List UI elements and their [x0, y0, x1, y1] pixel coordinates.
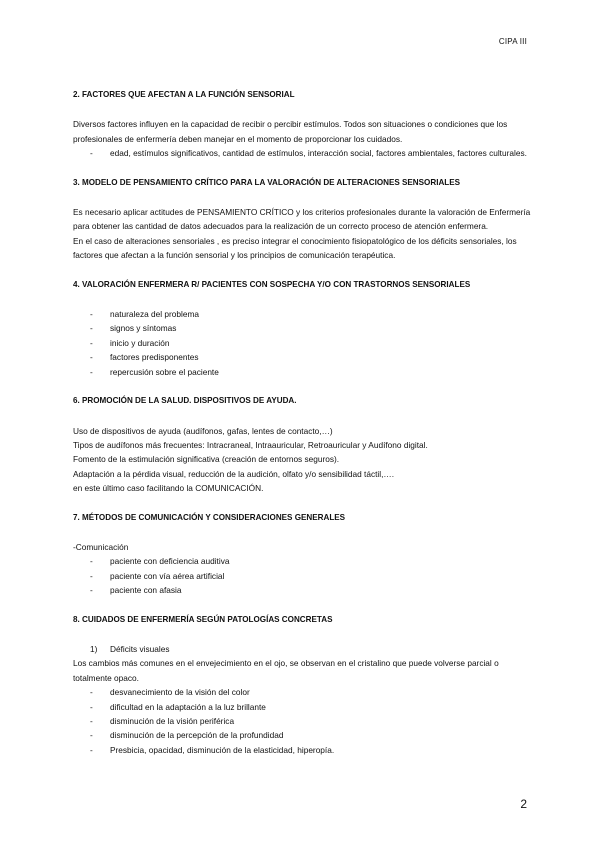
list-item: - repercusión sobre el paciente [73, 365, 533, 379]
section-7-title: 7. MÉTODOS DE COMUNICACIÓN Y CONSIDERACIONES GENERALES [73, 512, 346, 522]
section-3-paragraph-2: En el caso de alteraciones sensoriales , es preciso integrar el conocimiento fisiopatológico de los déficits sensoriales, los factores que afectan a la función sensorial y los principios de comunicación terapéutica. [73, 235, 517, 261]
list-item: - paciente con afasia [73, 583, 533, 597]
list-item: - naturaleza del problema [73, 307, 533, 321]
section-7-label: -Comunicación [73, 541, 129, 552]
section-8-title: 8. CUIDADOS DE ENFERMERÍA SEGÚN PATOLOGÍAS CONCRETAS [73, 614, 333, 624]
section-2-title: 2. FACTORES QUE AFECTAN A LA FUNCIÓN SENSORIAL [73, 90, 295, 99]
list-item: - inicio y duración [73, 336, 533, 350]
section-6-line: Uso de dispositivos de ayuda (audífonos, gafas, lentes de contacto,…) [73, 425, 333, 436]
subsection-heading [73, 642, 533, 656]
section-4-title: 4. VALORACIÓN ENFERMERA R/ PACIENTES CON SOSPECHA Y/O CON TRASTORNOS SENSORIALES [73, 279, 471, 289]
section-6-line: Tipos de audífonos más frecuentes: Intracraneal, Intraauricular, Retroauricular y Audífono digital. [73, 439, 428, 450]
page-number: 2 [520, 797, 527, 811]
list-item: - factores predisponentes [73, 350, 533, 364]
list-item: - disminución de la percepción de la profundidad [73, 728, 533, 742]
list-item: - signos y síntomas [73, 321, 533, 335]
list-item: - dificultad en la adaptación a la luz brillante [73, 700, 533, 714]
section-6-line: Adaptación a la pérdida visual, reducción de la audición, olfato y/o sensibilidad táctil,…. [73, 468, 395, 479]
list-item: - paciente con deficiencia auditiva [73, 554, 533, 568]
course-code: CIPA III [498, 37, 527, 46]
subsection-number: 1) [90, 643, 98, 654]
list-item: - paciente con vía aérea artificial [73, 569, 533, 583]
section-4-list [73, 307, 533, 379]
section-7-list [73, 554, 533, 597]
section-3-paragraph-1: Es necesario aplicar actitudes de PENSAMIENTO CRÍTICO y los criterios profesionales durante la valoración de Enfermería para obtener las cantidad de datos adecuados para la realización de un correcto proceso de atención enfermera. [73, 207, 531, 232]
list-item: - Presbicia, opacidad, disminución de la elasticidad, hiperopía. [73, 743, 533, 757]
subsection-title: Déficits visuales [110, 643, 170, 654]
page-content [73, 88, 533, 757]
section-8-list [73, 685, 533, 757]
section-6-line: Fomento de la estimulación significativa (creación de entornos seguros). [73, 454, 340, 465]
list-item: - desvanecimiento de la visión del color [73, 685, 533, 699]
section-6-line: en este último caso facilitando la COMUNICACIÓN. [73, 483, 264, 494]
list-item: - disminución de la visión periférica [73, 714, 533, 728]
section-3-title: 3. MODELO DE PENSAMIENTO CRÍTICO PARA LA VALORACIÓN DE ALTERACIONES SENSORIALES [73, 177, 461, 187]
section-2-list [73, 146, 533, 160]
section-2-paragraph: Diversos factores influyen en la capacidad de recibir o percibir estímulos. Todos son situaciones o condiciones que los profesionales de enfermería deben manejar en el momento de proporcionar los cuidados. [73, 119, 508, 144]
list-item: - edad, estímulos significativos, cantidad de estímulos, interacción social, factores ambientales, factores culturales. [73, 146, 533, 160]
section-6-title: 6. PROMOCIÓN DE LA SALUD. DISPOSITIVOS DE AYUDA. [73, 396, 297, 406]
section-8-paragraph: Los cambios más comunes en el envejecimiento en el ojo, se observan en el cristalino que puede volverse parcial o totalmente opaco. [73, 658, 499, 683]
